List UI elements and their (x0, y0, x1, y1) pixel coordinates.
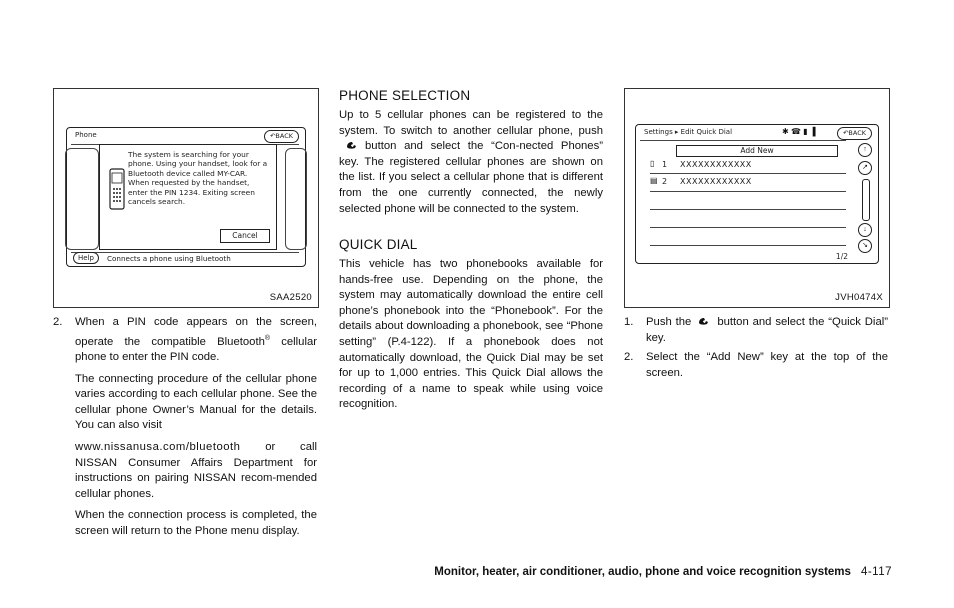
cancel-button[interactable]: Cancel (220, 229, 270, 243)
row-divider (650, 209, 846, 210)
page-indicator: 1/2 (835, 252, 848, 261)
registered-mark: ® (264, 334, 271, 342)
entry-number: 2 (662, 177, 668, 186)
phone-button-icon (345, 140, 359, 150)
phone-status-icon: ☎ (790, 127, 801, 136)
step-number: 2. (624, 351, 634, 364)
header-divider (640, 140, 846, 141)
page-number: 4-117 (860, 566, 892, 578)
row-divider (650, 173, 846, 174)
figure-quick-dial-screen (624, 88, 890, 308)
figure-code: SAA2520 (269, 292, 312, 303)
figure-code: JVH0474X (835, 292, 883, 303)
scrollbar[interactable] (862, 179, 870, 221)
step-number: 2. (53, 316, 63, 328)
back-button[interactable]: ↶BACK (837, 127, 872, 140)
status-text: Connects a phone using Bluetooth (107, 254, 231, 263)
phone-selection-text: Up to 5 cellular phones can be registered to the system. To switch to another cellular phone, pushbutton and select the “Con-nected Phones” key. The registered cellular phones are shown on the list. If you select a cellular phone that is different from the one currently connected, the newly selected phone will be connected to the system. (339, 109, 603, 215)
display-screen (635, 124, 879, 264)
row-divider (650, 245, 846, 246)
connect-procedure-text: The connecting procedure of the cellular phone varies according to each cellular phone. See the cellular phone Owner’s Manual for the details. You can also visit (75, 372, 317, 432)
entry-name: XXXXXXXXXXXX (680, 177, 752, 186)
entry-name: XXXXXXXXXXXX (680, 160, 752, 169)
phone-device-icon (108, 167, 126, 211)
step-1: 1. Push the button and select the “Quick Dial” key. (624, 316, 889, 344)
screen-title: Phone (75, 131, 97, 139)
status-icons (782, 127, 815, 136)
back-arrow-icon: ↶ (842, 129, 849, 137)
row-divider (650, 227, 846, 228)
completion-text: When the connection process is completed, the screen will return to the Phone menu display. (75, 509, 317, 537)
quick-dial-text: This vehicle has two phonebooks available for hands-free use. Depending on the phone, the system may automatically download the entire cell phone’s phonebook into the “Phonebook”. For the details about downloading a phonebook, see “Phone setting” (P.4-122). If a phonebook does not automatically download, the Quick Dial may be set for up to 1,000 entries. This Quick Dial allows the recording of a name to speak while using voice recognition. (339, 258, 603, 411)
step-number: 1. (624, 316, 634, 328)
back-button[interactable]: ↶BACK (264, 130, 299, 143)
figure-pin-search-screen (53, 88, 319, 308)
entry-number: 1 (662, 160, 668, 169)
scroll-top-icon[interactable]: ↑ (858, 143, 872, 157)
step-2-text: When a PIN code appears on the screen, operate the compatible Bluetooth® cellular phone to enter the PIN code. (75, 316, 317, 363)
bluetooth-icon: ✱ (782, 127, 789, 136)
heading-phone-selection: PHONE SELECTION (339, 88, 471, 103)
help-button[interactable]: Help (73, 252, 99, 264)
row-divider (650, 191, 846, 192)
step-2 (53, 315, 317, 539)
list-divider (71, 252, 299, 253)
url-link[interactable]: www.nissanusa.com/bluetooth (75, 440, 241, 453)
dialog-message: The system is searching for your phone. Using your handset, look for a Bluetooth device called MY-CAR. When requested by the handset, enter the PIN 1234. Exiting screen cancels search. (128, 150, 268, 207)
battery-icon: ▮ (803, 127, 808, 136)
left-column (53, 315, 317, 543)
step-2: 2. Select the “Add New” key at the top of the screen. (624, 351, 888, 379)
screen-title: Settings ▸ Edit Quick Dial (644, 128, 733, 136)
side-menu-stub-right (285, 148, 307, 250)
right-column (624, 315, 888, 385)
heading-quick-dial: QUICK DIAL (339, 237, 418, 252)
visit-url-text: www.nissanusa.com/bluetooth or call NISSAN Consumer Affairs Department for instructions on pairing NISSAN recom-mended cellular phones. (75, 440, 317, 500)
scroll-bottom-icon[interactable]: ↘ (858, 239, 872, 253)
search-dialog (99, 144, 277, 250)
side-menu-stub (65, 148, 99, 250)
quick-dial-entry[interactable] (650, 175, 846, 189)
phonebook-icon: ▤ (650, 176, 658, 185)
scroll-up-icon[interactable]: ↗ (858, 161, 872, 175)
section-title: Monitor, heater, air conditioner, audio, phone and voice recognition systems (434, 566, 851, 578)
page-footer (360, 566, 892, 578)
contact-icon: ▯ (650, 159, 655, 168)
quick-dial-entry[interactable] (650, 158, 846, 172)
add-new-button[interactable]: Add New (676, 145, 838, 157)
display-screen (66, 127, 306, 267)
phone-button-icon (697, 316, 711, 326)
signal-icon: ▐ (809, 127, 816, 136)
back-arrow-icon: ↶ (269, 132, 276, 140)
scroll-down-icon[interactable]: ↓ (858, 223, 872, 237)
